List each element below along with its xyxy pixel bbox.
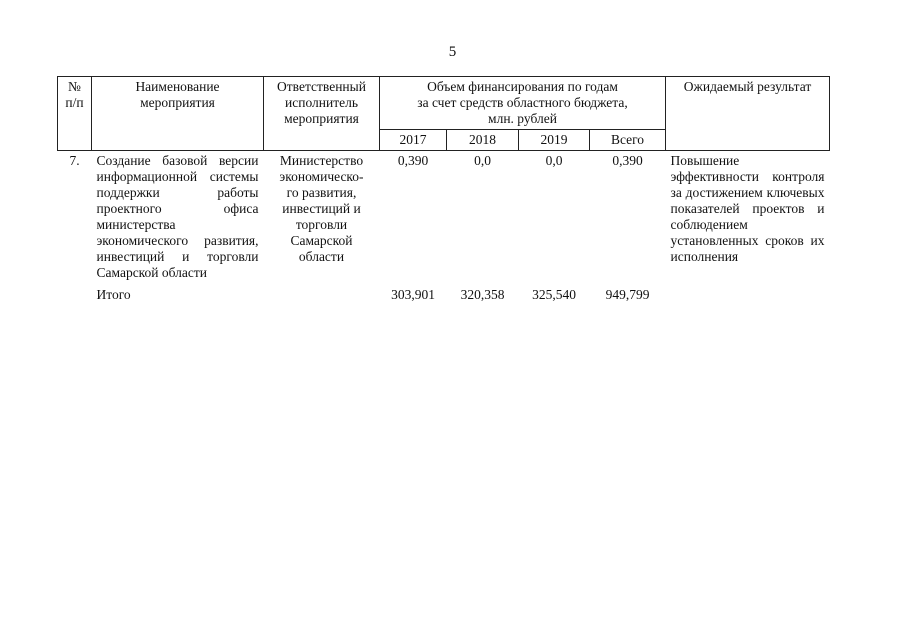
header-result: Ожидаемый результат [666,77,830,151]
row-value-2019: 0,0 [545,153,563,168]
table-row [58,151,830,284]
row-name: Создание базовой версии информационной системы поддержки работы проектного офиса министерства экономического развития, инвестиций и торговли Самарской области [96,153,259,280]
row-value-total: 0,390 [612,153,643,168]
header-num: № п/п [58,77,92,151]
row-value-2018: 0,0 [474,153,491,168]
header-financing: Объем финансирования по годам за счет средств областного бюджета, млн. рублей [380,77,666,130]
total-row [58,283,830,305]
header-executor: Ответственный исполнитель мероприятия [264,77,380,151]
header-name: Наименование мероприятия [92,77,264,151]
total-value-2018: 320,358 [460,287,505,302]
total-value-total: 949,799 [605,287,650,302]
total-value-2019: 325,540 [532,287,576,302]
page-number: 5 [448,44,457,60]
total-label: Итого [96,287,131,302]
total-value-2017: 303,901 [391,287,435,302]
row-num: 7. [69,153,80,168]
header-year-2017: 2017 [380,130,447,151]
row-executor: Министерство экономическо- го развития, инвестиций и торговли Самарской области [279,153,364,264]
row-value-2017: 0,390 [397,153,429,168]
header-year-2019: 2019 [519,130,590,151]
header-total: Всего [590,130,666,151]
row-result: Повышение эффективности контроля за достижением ключевых показателей проектов и соблюдением установленных сроков их исполнения [670,153,825,264]
financing-table [57,76,830,305]
header-year-2018: 2018 [447,130,519,151]
